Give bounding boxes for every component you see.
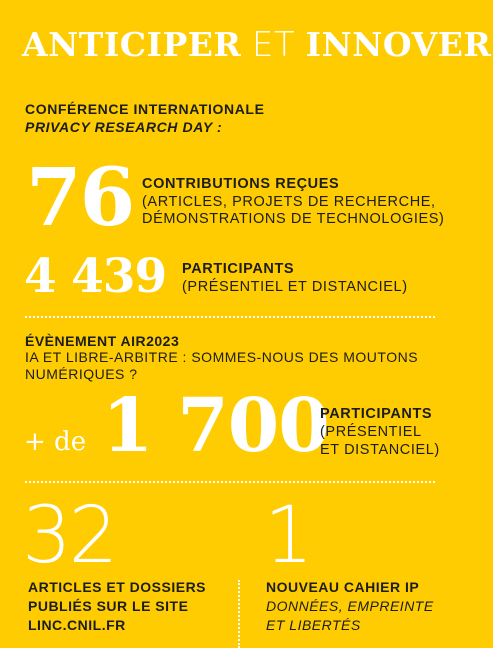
conference-name: PRIVACY RESEARCH DAY : <box>25 119 223 135</box>
dotted-divider <box>25 481 435 483</box>
participants-label: PARTICIPANTS <box>182 261 295 277</box>
dotted-divider <box>25 316 435 318</box>
title-part-anticiper: ANTICIPER <box>22 25 242 64</box>
air2023-participants-label: PARTICIPANTS <box>320 406 433 422</box>
contributions-number: 76 <box>26 150 134 244</box>
articles-line2: PUBLIÉS SUR LE SITE <box>28 598 189 614</box>
conference-label: CONFÉRENCE INTERNATIONALE <box>25 101 265 117</box>
contributions-label: CONTRIBUTIONS REÇUES <box>142 176 340 192</box>
articles-line3: LINC.CNIL.FR <box>28 617 126 633</box>
cahier-number: 1 <box>264 491 314 581</box>
vertical-dotted-divider <box>238 580 240 648</box>
air2023-prefix: + de <box>24 427 87 457</box>
air2023-detail-line1: (PRÉSENTIEL <box>320 424 422 440</box>
cahier-title-line2: ET LIBERTÉS <box>266 617 361 633</box>
contributions-detail-line2: DÉMONSTRATIONS DE TECHNOLOGIES) <box>142 211 445 227</box>
air2023-theme: IA ET LIBRE-ARBITRE : SOMMES-NOUS DES MOUTONS NUMÉRIQUES ? <box>25 349 419 382</box>
air2023-detail-line2: ET DISTANCIEL) <box>320 442 440 458</box>
articles-number: 32 <box>22 491 116 581</box>
cahier-label: NOUVEAU CAHIER IP <box>266 579 420 595</box>
cahier-title-line1: DONNÉES, EMPREINTE <box>266 598 434 614</box>
participants-number: 4 439 <box>24 249 167 304</box>
articles-line1: ARTICLES ET DOSSIERS <box>28 579 207 595</box>
title-part-innover: INNOVER <box>305 25 492 64</box>
air2023-title: ÉVÈNEMENT AIR2023 <box>25 333 180 349</box>
participants-detail: (PRÉSENTIEL ET DISTANCIEL) <box>182 279 408 295</box>
page-title <box>22 24 491 65</box>
title-part-et: ET <box>251 25 296 65</box>
contributions-detail-line1: (ARTICLES, PROJETS DE RECHERCHE, <box>142 194 436 210</box>
air2023-number: 1 700 <box>102 383 329 469</box>
